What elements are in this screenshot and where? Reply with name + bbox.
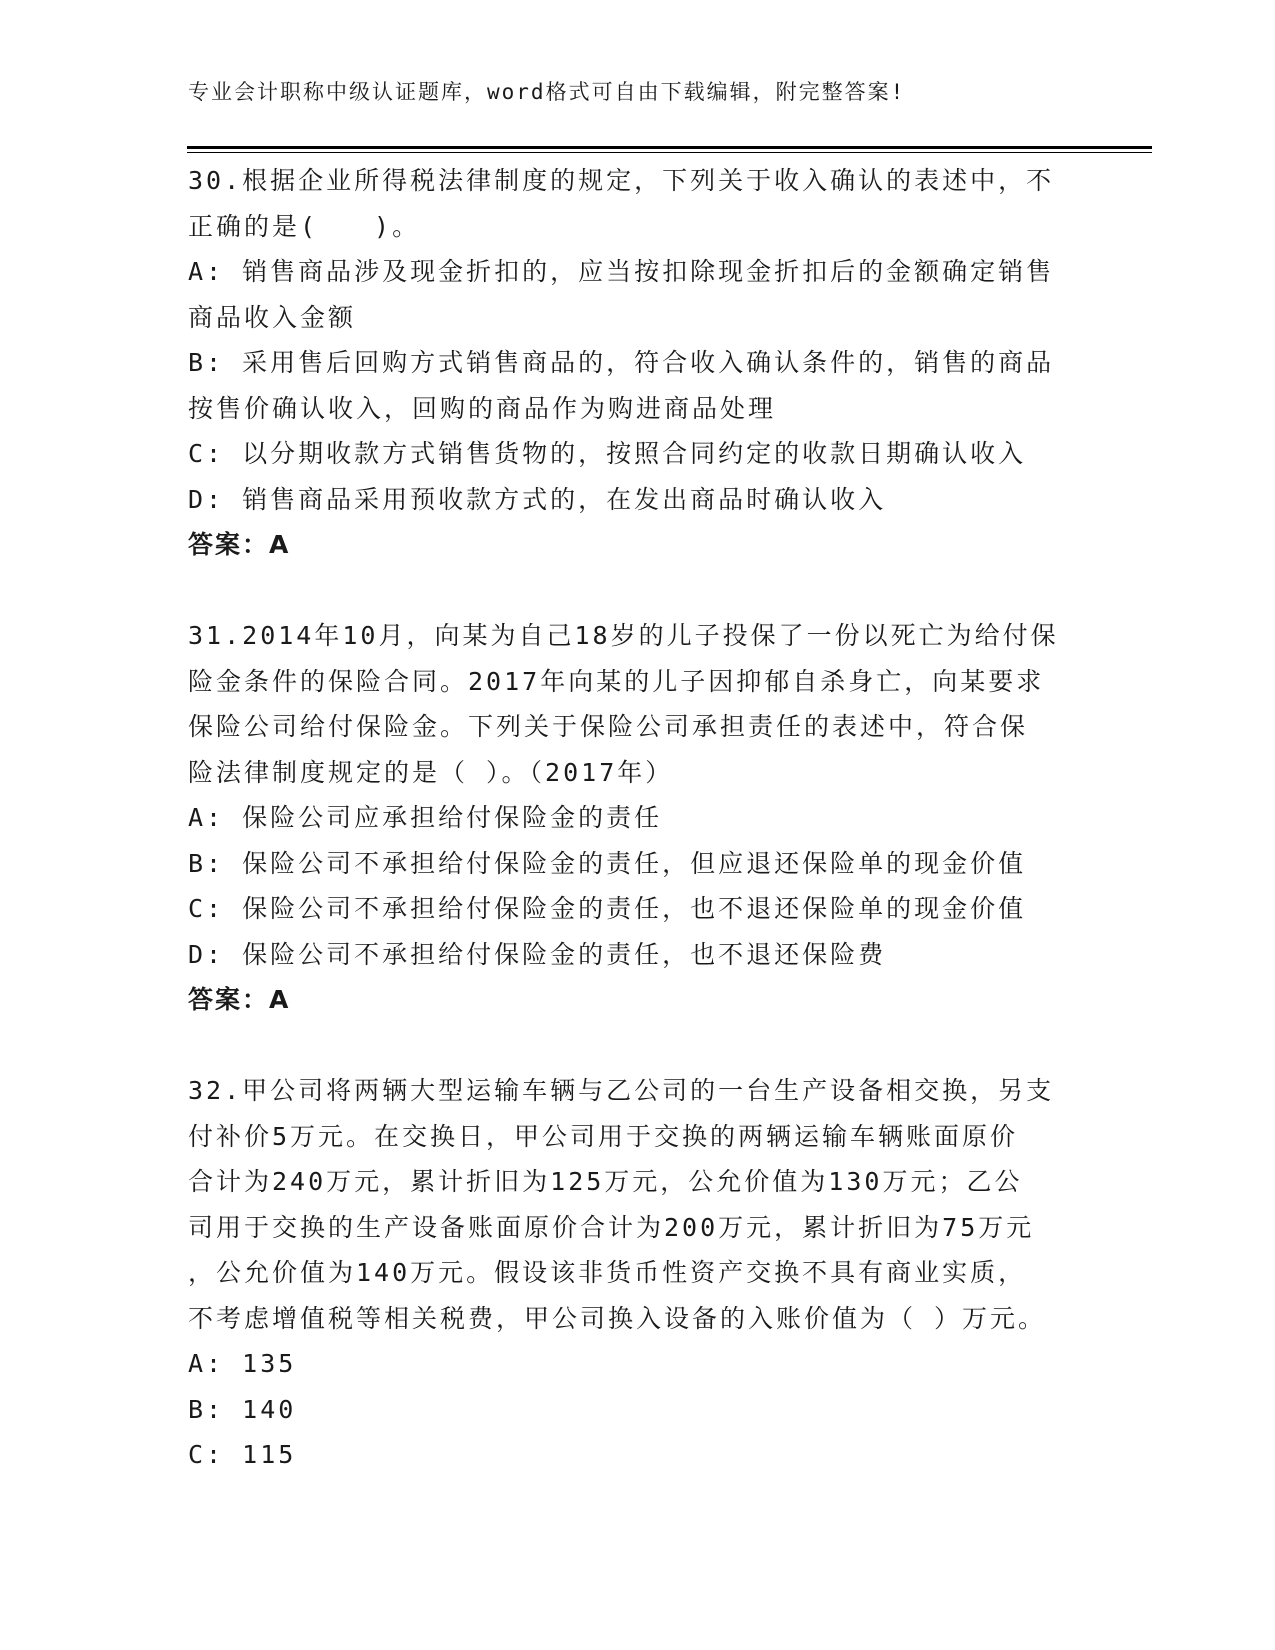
question-stem-line: 险金条件的保险合同。2017年向某的儿子因抑郁自杀身亡，向某要求	[188, 666, 1045, 696]
answer-line: 答案：A	[188, 985, 291, 1014]
option-line: C: 保险公司不承担给付保险金的责任，也不退还保险单的现金价值	[188, 894, 1027, 923]
option-line: D: 销售商品采用预收款方式的，在发出商品时确认收入	[188, 484, 887, 514]
question-stem-line: ，公允价值为140万元。假设该非货币性资产交换不具有商业实质，	[188, 1258, 1027, 1287]
question-stem-line: 险法律制度规定的是（ ）。（2017年）	[188, 757, 674, 787]
option-line: 商品收入金额	[188, 302, 357, 332]
question-stem-line: 正确的是( )。	[188, 211, 421, 241]
question-stem-line: 保险公司给付保险金。下列关于保险公司承担责任的表述中，符合保	[188, 712, 1029, 741]
option-line: D: 保险公司不承担给付保险金的责任，也不退还保险费	[188, 939, 887, 969]
option-line: B: 140	[188, 1394, 297, 1424]
question-stem-line: 32.甲公司将两辆大型运输车辆与乙公司的一台生产设备相交换，另支	[188, 1076, 1055, 1105]
question-spacer	[188, 568, 1088, 614]
header-rule-thin	[187, 152, 1152, 153]
question-stem-line: 合计为240万元，累计折旧为125万元，公允价值为130万元；乙公	[188, 1167, 1023, 1196]
option-line: A: 销售商品涉及现金折扣的，应当按扣除现金折扣后的金额确定销售	[188, 257, 1055, 286]
question-stem-line: 付补价5万元。在交换日，甲公司用于交换的两辆运输车辆账面原价	[188, 1121, 1019, 1151]
header-rule-thick	[187, 146, 1152, 149]
option-line: A: 135	[188, 1349, 297, 1378]
question-30	[188, 158, 1088, 568]
option-line: B: 保险公司不承担给付保险金的责任，但应退还保险单的现金价值	[188, 848, 1027, 878]
option-line: B: 采用售后回购方式销售商品的，符合收入确认条件的，销售的商品	[188, 348, 1055, 377]
option-line: C: 115	[188, 1440, 297, 1469]
question-spacer	[188, 1023, 1088, 1069]
question-stem-line: 31.2014年10月，向某为自己18岁的儿子投保了一份以死亡为给付保	[188, 621, 1059, 650]
page-header: 专业会计职称中级认证题库，word格式可自由下载编辑，附完整答案!	[188, 80, 906, 104]
question-stem-line: 司用于交换的生产设备账面原价合计为200万元，累计折旧为75万元	[188, 1212, 1035, 1242]
question-31	[188, 613, 1088, 1023]
option-line: A: 保险公司应承担给付保险金的责任	[188, 803, 663, 832]
question-stem-line: 不考虑增值税等相关税费，甲公司换入设备的入账价值为（ ）万元。	[188, 1303, 1047, 1333]
answer-line: 答案：A	[188, 530, 291, 559]
option-line: C: 以分期收款方式销售货物的，按照合同约定的收款日期确认收入	[188, 439, 1027, 468]
question-stem-line: 30.根据企业所得税法律制度的规定，下列关于收入确认的表述中，不	[188, 166, 1055, 195]
question-32	[188, 1068, 1088, 1478]
question-content	[188, 158, 1088, 1478]
option-line: 按售价确认收入，回购的商品作为购进商品处理	[188, 393, 777, 423]
